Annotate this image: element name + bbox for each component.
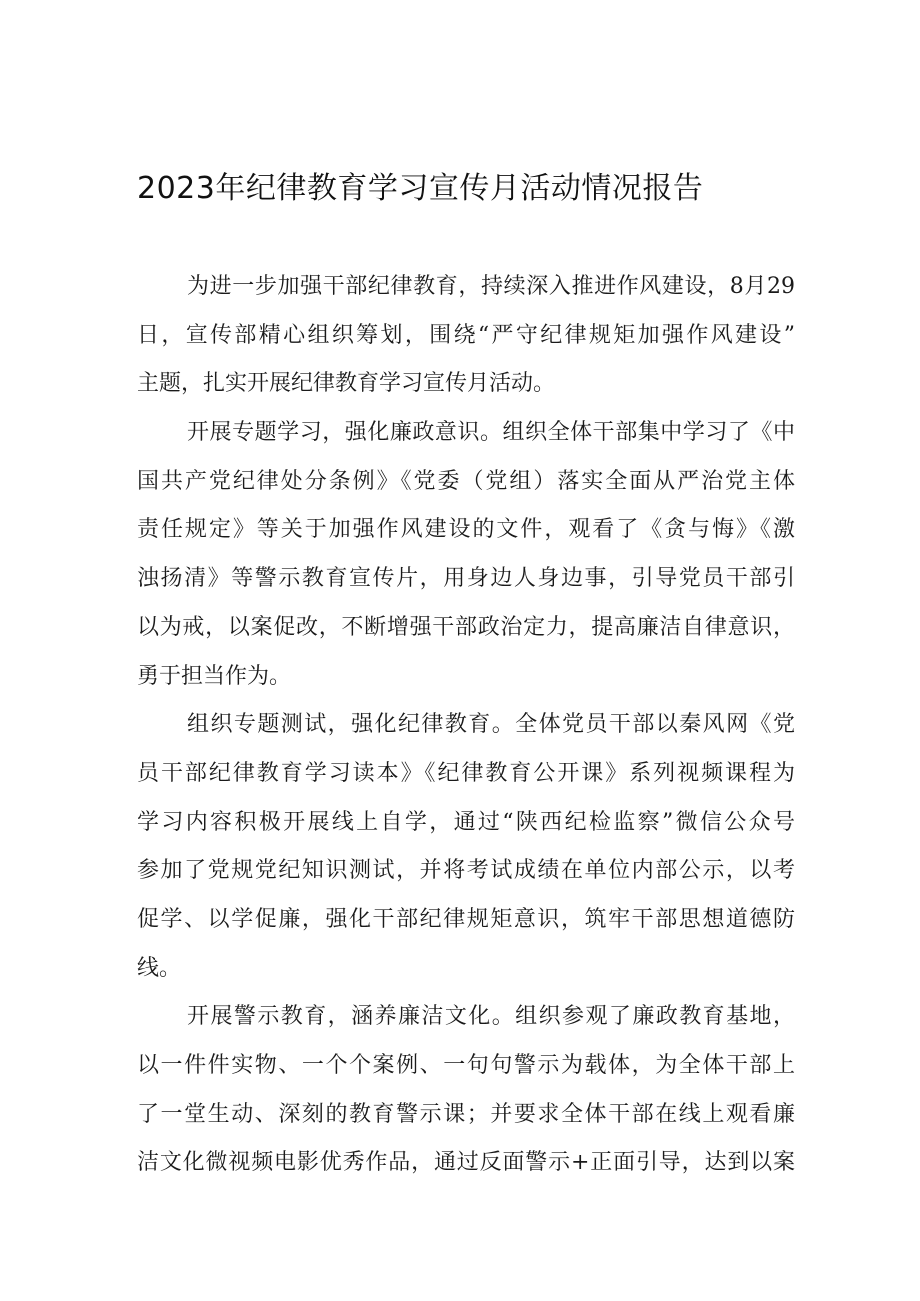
paragraph-line: 勇于担当作为。 [137,663,292,689]
paragraph-line: 洁文化微视频电影优秀作品，通过反面警示+正面引导，达到以案 [137,1150,795,1176]
paragraph-4 [137,993,795,1188]
paragraph-line: 开展警示教育，涵养廉洁文化。组织参观了廉政教育基地， [187,1004,795,1030]
document-body [137,263,795,1188]
paragraph-line: 以一件件实物、一个个案例、一句句警示为载体，为全体干部上 [137,1053,795,1078]
document-title: 2023年纪律教育学习宣传月活动情况报告 [137,171,704,206]
paragraph-line: 线。 [137,955,182,981]
paragraph-2 [137,409,795,701]
paragraph-line: 学习内容积极开展线上自学，通过“陕西纪检监察”微信公众号 [137,809,795,835]
paragraph-line: 国共产党纪律处分条例》《党委（党组）落实全面从严治党主体 [137,468,795,494]
paragraph-3 [137,701,795,993]
paragraph-line: 浊扬清》等警示教育宣传片，用身边人身边事，引导党员干部引 [137,566,795,592]
paragraph-line: 主题，扎实开展纪律教育学习宣传月活动。 [137,371,556,397]
paragraph-line: 参加了党规党纪知识测试，并将考试成绩在单位内部公示，以考 [137,858,795,884]
paragraph-line: 日，宣传部精心组织筹划，围绕“严守纪律规矩加强作风建设” [137,322,795,348]
paragraph-line: 以为戒，以案促改，不断增强干部政治定力，提高廉洁自律意识， [137,614,795,640]
paragraph-line: 组织专题测试，强化纪律教育。全体党员干部以秦风网《党 [187,712,795,738]
paragraph-line: 促学、以学促廉，强化干部纪律规矩意识，筑牢干部思想道德防 [137,906,795,932]
paragraph-line: 责任规定》等关于加强作风建设的文件，观看了《贪与悔》《激 [137,517,795,543]
paragraph-line: 员干部纪律教育学习读本》《纪律教育公开课》系列视频课程为 [137,760,795,786]
paragraph-1 [137,263,795,409]
paragraph-line: 为进一步加强干部纪律教育，持续深入推进作风建设，8月29 [187,274,795,299]
paragraph-line: 了一堂生动、深刻的教育警示课；并要求全体干部在线上观看廉 [137,1101,795,1127]
paragraph-line: 开展专题学习，强化廉政意识。组织全体干部集中学习了《中 [187,420,795,446]
